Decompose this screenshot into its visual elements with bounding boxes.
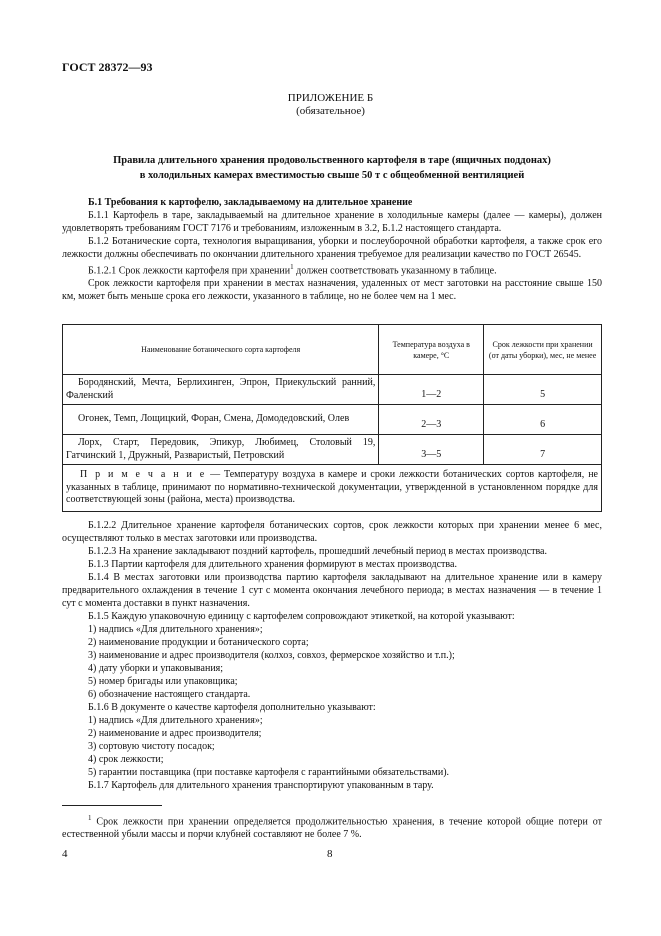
temperature-cell: 2—3 bbox=[379, 405, 484, 435]
document-title-line-1: Правила длительного хранения продовольственного картофеля в таре (ящичных поддонах) bbox=[113, 155, 551, 166]
section-top bbox=[62, 196, 602, 303]
footnote-ref: 1 bbox=[290, 263, 294, 271]
list-item: 5) номер бригады или упаковщика; bbox=[88, 676, 238, 687]
appendix-subtitle: (обязательное) bbox=[296, 105, 365, 117]
term-cell: 6 bbox=[484, 405, 602, 435]
list-item: 6) обозначение настоящего стандарта. bbox=[88, 689, 251, 700]
footnote: $^1$ Срок лежкости при хранении определяется продолжительностью хранения, в течение которой общие потери от естественной убыли массы и порчи клубней составляют не более 7 %. bbox=[62, 814, 602, 841]
paragraph: Б.1.2 Ботанические сорта, технология выращивания, уборки и послеуборочной обработки картофеля, а также срок его лежкости должны обеспечивать по окончании длительного хранения требуемое для реализации качество по ГОСТ 26545. bbox=[62, 236, 602, 260]
term-cell: 5 bbox=[484, 375, 602, 405]
column-header: Наименование ботанического сорта картофеля bbox=[63, 325, 379, 375]
paragraph: Б.1.2.2 Длительное хранение картофеля ботанических сортов, срок лежкости которых при хранении менее 6 мес, осуществляют только в местах заготовки или производства. bbox=[62, 520, 602, 544]
term-cell: 7 bbox=[484, 435, 602, 465]
paragraph: Б.1.6 В документе о качестве картофеля дополнительно указывают: bbox=[88, 702, 376, 713]
document-title-line-2: в холодильных камерах вместимостью свыше 50 т с общеобменной вентиляцией bbox=[139, 170, 525, 181]
list-item: 3) наименование и адрес производителя (колхоз, совхоз, фермерское хозяйство и т.п.); bbox=[88, 650, 455, 661]
paragraph: Б.1.5 Каждую упаковочную единицу с картофелем сопровождают этикеткой, на которой указывают: bbox=[88, 611, 515, 622]
document-header: ГОСТ 28372—93 bbox=[62, 60, 153, 74]
note-text: — Температуру воздуха в камере и сроки лежкости ботанических сортов картофеля, не указанных в таблице, принимают по нормативно-технической документации, утвержденной в установленном порядке для соответствующей зоны (района, места) производства. bbox=[66, 469, 598, 505]
footnote-divider bbox=[62, 805, 162, 806]
table-row bbox=[63, 375, 602, 405]
list-item: 1) надпись «Для длительного хранения»; bbox=[88, 715, 263, 726]
page-number-left: 4 bbox=[62, 848, 68, 860]
appendix-title: ПРИЛОЖЕНИЕ Б bbox=[287, 92, 374, 104]
column-header: Температура воздуха в камере, °С bbox=[379, 325, 484, 375]
list-item: 5) гарантии поставщика (при поставке картофеля с гарантийными обязательствами). bbox=[88, 767, 450, 778]
variety-cell: Бородянский, Мечта, Берлихинген, Эпрон, Приекульский ранний, Фаленский bbox=[63, 375, 379, 405]
list-item: 3) сортовую чистоту посадок; bbox=[88, 741, 215, 752]
note-label: П р и м е ч а н и е bbox=[80, 469, 207, 480]
list-item: 1) надпись «Для длительного хранения»; bbox=[88, 624, 263, 635]
temperature-cell: 1—2 bbox=[379, 375, 484, 405]
paragraph: Б.1.4 В местах заготовки или производства партию картофеля закладывают на длительное хранение или в камеру предварительного охлаждения в течение 1 сут с момента окончания лечебного периода; в местах назначения — в течение 1 сут с момента доставки в пункт назначения. bbox=[62, 572, 602, 609]
page-number-center: 8 bbox=[327, 848, 333, 860]
storage-table bbox=[62, 324, 602, 512]
table-header-row bbox=[63, 325, 602, 375]
paragraph: Б.1.3 Партии картофеля для длительного хранения формируют в местах производства. bbox=[88, 559, 457, 570]
paragraph: Срок лежкости картофеля при хранении в местах назначения, удаленных от мест заготовки на расстояние свыше 150 км, может быть меньше срока его лежкости, указанного в таблице, но не более чем на 1 мес. bbox=[62, 278, 602, 303]
list-item: 4) срок лежкости; bbox=[88, 754, 164, 765]
list-item: 4) дату уборки и упаковывания; bbox=[88, 663, 224, 674]
table-row bbox=[63, 405, 602, 435]
paragraph: Б.1.2.3 На хранение закладывают поздний картофель, прошедший лечебный период в местах производства. bbox=[88, 546, 547, 557]
column-header: Срок лежкости при хранении (от даты уборки), мес, не менее bbox=[484, 325, 602, 375]
variety-cell: Огонек, Темп, Лощицкий, Форан, Смена, Домодедовский, Олев bbox=[63, 405, 379, 435]
table-note bbox=[63, 465, 602, 512]
paragraph: Б.1.7 Картофель для длительного хранения транспортируют упакованным в тару. bbox=[88, 780, 434, 791]
list-item: 2) наименование продукции и ботанического сорта; bbox=[88, 637, 309, 648]
section-bottom bbox=[62, 519, 602, 792]
table-note-row bbox=[63, 465, 602, 512]
footnote-mark: 1 bbox=[88, 814, 92, 822]
paragraph: Б.1.2.1 Срок лежкости картофеля при хранении$^1$ должен соответствовать указанному в таблице. bbox=[88, 263, 497, 277]
section-heading: Б.1 Требования к картофелю, закладываемому на длительное хранение bbox=[88, 197, 413, 208]
temperature-cell: 3—5 bbox=[379, 435, 484, 465]
paragraph: Б.1.1 Картофель в таре, закладываемый на длительное хранение в холодильные камеры (далее — камеры), должен удовлетворять требованиям ГОСТ 7176 и требованиям, изложенным в 3.2, Б.1.2 настоящего стандарта. bbox=[62, 210, 602, 234]
variety-cell: Лорх, Старт, Передовик, Эпикур, Любимец, Столовый 19, Гатчинский 1, Дружный, Разваристый, Петровский bbox=[63, 435, 379, 465]
table-row bbox=[63, 435, 602, 465]
list-item: 2) наименование и адрес производителя; bbox=[88, 728, 262, 739]
